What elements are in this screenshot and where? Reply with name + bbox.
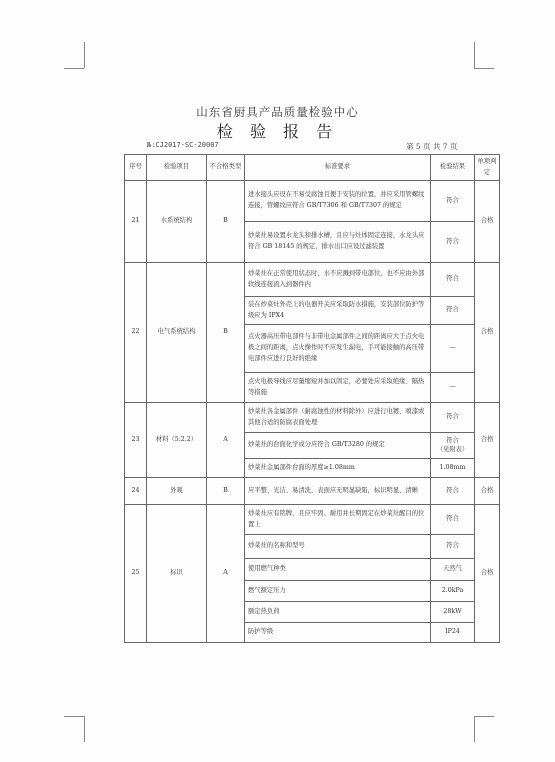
result-cell: 符合 [431, 222, 475, 263]
row-type: A [207, 403, 245, 478]
requirement-text: 进水接头应设在不易受腐蚀且便于安装的位置，并应采用管螺纹连接，管螺纹应符合 GB/T7306 和 GB/T7307 的规定 [245, 181, 431, 222]
row-type: A [207, 505, 245, 643]
crop-mark-bottom-right-v [474, 716, 475, 742]
requirement-text: 装在炒菜灶外壳上的电器开关应采取防水措施，安装部位防护等级应为 IPX4 [245, 297, 431, 325]
result-cell: 符合 [431, 181, 475, 222]
row-item: 水系统结构 [147, 181, 207, 263]
result-cell: 符合 [431, 403, 475, 433]
result-cell: 符合 [431, 263, 475, 297]
row-verdict: 合格 [475, 403, 500, 478]
row-item: 材料（5.2.2） [147, 403, 207, 478]
organization-name: 山东省厨具产品质量检验中心 [196, 105, 359, 119]
requirement-text: 炒菜灶各金属部件（耐腐蚀性的材料除外）应进行电镀、喷漆或其他合适的防腐表面处理 [245, 403, 431, 433]
row-type: B [207, 478, 245, 505]
row-type: B [207, 263, 245, 403]
requirement-text: 应平整、光洁、易清洗，表面应无明显缺陷，标识明显、清晰 [245, 478, 431, 505]
row-verdict: 合格 [475, 505, 500, 643]
crop-mark-top-right-v [474, 42, 475, 68]
row-no: 21 [125, 181, 147, 263]
row-verdict: 合格 [475, 478, 500, 505]
table-row [125, 403, 500, 433]
result-cell: 2.0kPa [431, 581, 475, 602]
col-header-type: 不合格类型 [207, 155, 245, 181]
col-header-no: 序号 [125, 155, 147, 181]
row-verdict: 合格 [475, 263, 500, 403]
row-item: 外观 [147, 478, 207, 505]
result-cell: — [431, 325, 475, 373]
requirement-text: 点火器高压带电部件与非带电金属部件之间的距离应大于点火电极之间的距离，点火操作时不应发生漏电，手可能接触的高压带电部件应进行良好的绝缘 [245, 325, 431, 373]
requirement-text: 额定热负荷 [245, 602, 431, 623]
crop-mark-top-left-v [84, 42, 85, 68]
report-number: №:CJ2017-SC-20007 [147, 141, 219, 149]
requirement-text: 使用燃气种类 [245, 559, 431, 581]
document-title: 检 验 报 告 [216, 122, 339, 141]
crop-mark-top-left-h [64, 68, 84, 69]
result-cell: IP24 [431, 623, 475, 643]
result-cell: 天然气 [431, 559, 475, 581]
inspection-table [124, 154, 500, 643]
row-no: 22 [125, 263, 147, 403]
table-header-row [125, 155, 500, 181]
row-item: 标识 [147, 505, 207, 643]
result-cell: 符合 [431, 535, 475, 559]
result-cell: 1.08mm [431, 459, 475, 478]
requirement-text: 防护等级 [245, 623, 431, 643]
requirement-text: 炒菜灶在正常使用状态时，水不应溅到带电部位，也不应由外部软线连接流入到器件内 [245, 263, 431, 297]
crop-mark-top-right-h [474, 68, 494, 69]
row-no: 24 [125, 478, 147, 505]
result-cell: 符合 （见附表） [431, 433, 475, 459]
row-type: B [207, 181, 245, 263]
requirement-text: 点火电极导线应尽量缩短并加以固定，必要处应采取绝缘、隔热等措施 [245, 373, 431, 403]
crop-mark-bottom-right-h [474, 716, 494, 717]
result-cell: 符合 [431, 478, 475, 505]
requirement-text: 炒菜灶金属部件台面的厚度≥1.08mm [245, 459, 431, 478]
row-item: 电气系统结构 [147, 263, 207, 403]
result-cell: 符合 [431, 297, 475, 325]
result-cell: 28kW [431, 602, 475, 623]
table-row [125, 505, 500, 535]
table-row [125, 478, 500, 505]
requirement-text: 炒菜灶易设置水龙头和排水槽，且应与灶体固定连接，水龙头应符合 GB 18145 的规定，排水出口应设过滤装置 [245, 222, 431, 263]
row-verdict: 合格 [475, 181, 500, 263]
result-cell: 符合 [431, 505, 475, 535]
requirement-text: 炒菜灶应有铭牌，且应牢固、耐用并长期固定在炒菜灶醒目的位置上 [245, 505, 431, 535]
requirement-text: 炒菜灶的名称和型号 [245, 535, 431, 559]
col-header-verdict: 单项判定 [475, 155, 500, 181]
requirement-text: 燃气额定压力 [245, 581, 431, 602]
page-number: 第 5 页 共 7 页 [406, 142, 458, 151]
table-row [125, 181, 500, 222]
col-header-requirement: 标准要求 [245, 155, 431, 181]
crop-mark-bottom-left-h [64, 716, 84, 717]
col-header-item: 检验项目 [147, 155, 207, 181]
requirement-text: 炒菜灶的台面化学成分应符合 GB/T3280 的规定 [245, 433, 431, 459]
table-row [125, 263, 500, 297]
result-cell: — [431, 373, 475, 403]
col-header-result: 检验结果 [431, 155, 475, 181]
crop-mark-bottom-left-v [84, 716, 85, 742]
row-no: 25 [125, 505, 147, 643]
row-no: 23 [125, 403, 147, 478]
